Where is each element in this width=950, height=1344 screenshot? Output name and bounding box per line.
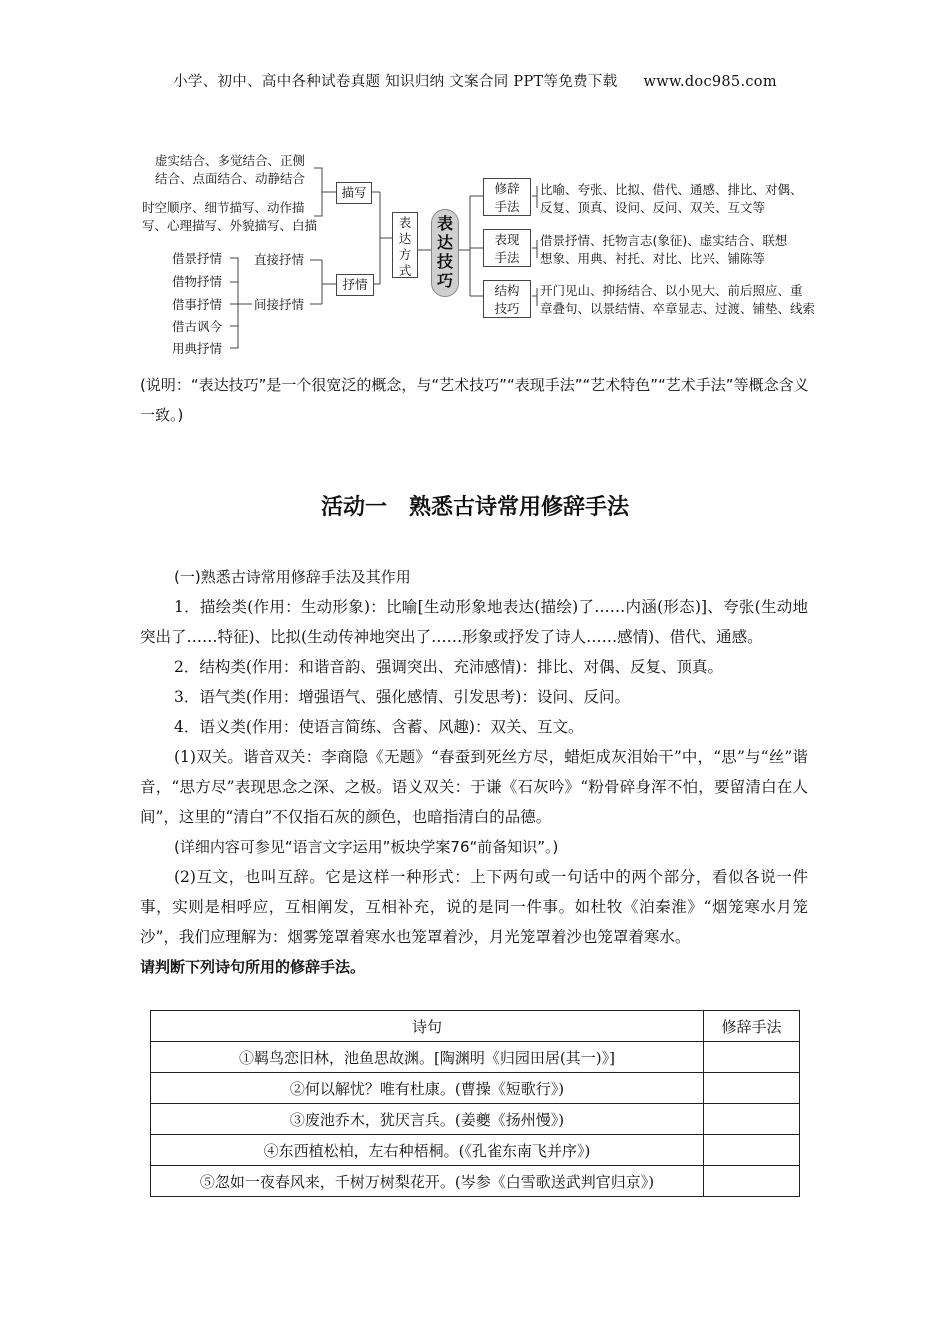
zhijie-shuqing: 直接抒情 — [254, 252, 305, 267]
jianjie-item: 借景抒情 — [172, 251, 223, 266]
biaoda-fangshi-box — [392, 212, 418, 278]
poem-cell: ②何以解忧？唯有杜康。(曹操《短歌行》) — [151, 1073, 704, 1104]
jianjie-item: 借物抒情 — [172, 274, 223, 289]
xiuci-label: 修辞手法 — [494, 181, 520, 214]
jiegou-label: 结构技巧 — [494, 283, 520, 316]
note: (说明：“表达技巧”是一个很宽泛的概念，与“艺术技巧”“表现手法”“艺术特色”“艺术手法”等概念含义一致。) — [140, 376, 809, 424]
paragraph: 2．结构类(作用：和谐音韵、强调突出、充沛感情)：排比、对偶、反复、顶真。 — [174, 658, 723, 676]
answer-cell[interactable] — [704, 1042, 800, 1073]
jiegou-box — [483, 280, 531, 318]
table-header: 修辞手法 — [704, 1011, 800, 1042]
answer-cell[interactable] — [704, 1073, 800, 1104]
shuqing-box: 抒情 — [336, 274, 374, 296]
section-title: 活动一 熟悉古诗常用修辞手法 — [320, 495, 629, 520]
jianjie-item: 借事抒情 — [172, 297, 223, 312]
miaoxie-method-line: 结合、点面结合、动静结合 — [155, 171, 306, 186]
answer-cell[interactable] — [704, 1135, 800, 1166]
jiegou-desc: 开门见山、抑扬结合、以小见大、前后照应、重 — [540, 283, 803, 298]
jiegou-desc: 章叠句、以景结情、卒章显志、过渡、铺垫、线索 — [540, 301, 816, 316]
poem-cell: ③废池乔木，犹厌言兵。(姜夔《扬州慢》) — [151, 1104, 704, 1135]
paragraph: 3．语气类(作用：增强语气、强化感情、引发思考)：设问、反问。 — [174, 688, 630, 706]
paragraph: (1)双关。谐音双关：李商隐《无题》“春蚕到死丝方尽，蜡炬成灰泪始干”中，“思”与“丝”谐音，“思方尽”表现思念之深、之极。语义双关：于谦《石灰吟》“粉骨碎身浑不怕，要留清白在人间”，这里的“清白”不仅指石灰的颜色，也暗指清白的品德。 — [140, 748, 808, 826]
poem-cell: ①羁鸟恋旧林，池鱼思故渊。[陶渊明《归园田居(其一)》] — [151, 1042, 704, 1073]
biaoxian-label: 表现手法 — [494, 232, 520, 265]
table-header-row — [151, 1011, 800, 1042]
xiuci-desc: 反复、顶真、设问、反问、双关、互文等 — [540, 200, 766, 215]
poem-cell: ⑤忽如一夜春风来，千树万树梨花开。(岑参《白雪歌送武判官归京》) — [151, 1166, 704, 1197]
paragraph: (2)互文，也叫互辞。它是这样一种形式：上下两句或一句话中的两个部分，看似各说一件事，实则是相呼应，互相阐发，互相补充，说的是同一件事。如杜牧《泊秦淮》“烟笼寒水月笼沙”，我们应理解为：烟雾笼罩着寒水也笼罩着沙，月光笼罩着沙也笼罩着寒水。 — [140, 868, 808, 946]
table-row — [151, 1042, 800, 1073]
paragraph: (详细内容可参见“语言文字运用”板块学案76“前备知识”。) — [174, 838, 559, 856]
xiuci-desc: 比喻、夸张、比拟、借代、通感、排比、对偶、 — [540, 182, 803, 197]
miaoxie-method-line: 写、心理描写、外貌描写、白描 — [142, 218, 318, 233]
answer-cell[interactable] — [704, 1166, 800, 1197]
miaoxie-box: 描写 — [336, 182, 372, 204]
table-row — [151, 1073, 800, 1104]
header-url[interactable]: www.doc985.com — [643, 74, 777, 90]
biaoxian-box — [483, 229, 531, 267]
center-label: 表达技巧 — [436, 214, 453, 290]
miaoxie-method-line: 虚实结合、多觉结合、正侧 — [155, 153, 306, 168]
table-header: 诗句 — [151, 1011, 704, 1042]
biaoda-fangshi-label: 表达方式 — [398, 215, 412, 278]
jianjie-item: 借古讽今 — [172, 319, 223, 334]
biaoxian-desc: 借景抒情、托物言志(象征)、虚实结合、联想 — [540, 233, 788, 248]
subsection-heading: (一)熟悉古诗常用修辞手法及其作用 — [174, 568, 411, 586]
poem-cell: ④东西植松柏，左右种梧桐。(《孔雀东南飞并序》) — [151, 1135, 704, 1166]
paragraph: 1．描绘类(作用：生动形象)：比喻[生动形象地表达(描绘)了……内涵(形态)]、夸张(生动地突出了……特征)、比拟(生动传神地突出了……形象或抒发了诗人……感情)、借代、通感。 — [140, 598, 808, 646]
header-text: 小学、初中、高中各种试卷真题 知识归纳 文案合同 PPT等免费下载 — [173, 74, 618, 90]
table-row — [151, 1166, 800, 1197]
body-text — [140, 562, 808, 982]
answer-cell[interactable] — [704, 1104, 800, 1135]
question-prompt: 请判断下列诗句所用的修辞手法。 — [140, 958, 366, 976]
jianjie-shuqing: 间接抒情 — [254, 297, 305, 312]
xiuci-box — [483, 178, 531, 216]
paragraph: 4．语义类(作用：使语言简练、含蓄、风趣)：双关、互文。 — [174, 718, 584, 736]
table-row — [151, 1104, 800, 1135]
biaoda-jiqiao-center — [431, 209, 459, 297]
question-table — [150, 1010, 800, 1197]
table-row — [151, 1135, 800, 1166]
jianjie-item: 用典抒情 — [172, 341, 223, 356]
mind-map — [0, 0, 950, 370]
biaoxian-desc: 想象、用典、衬托、对比、比兴、铺陈等 — [540, 251, 766, 266]
miaoxie-method-line: 时空顺序、细节描写、动作描 — [142, 200, 305, 215]
